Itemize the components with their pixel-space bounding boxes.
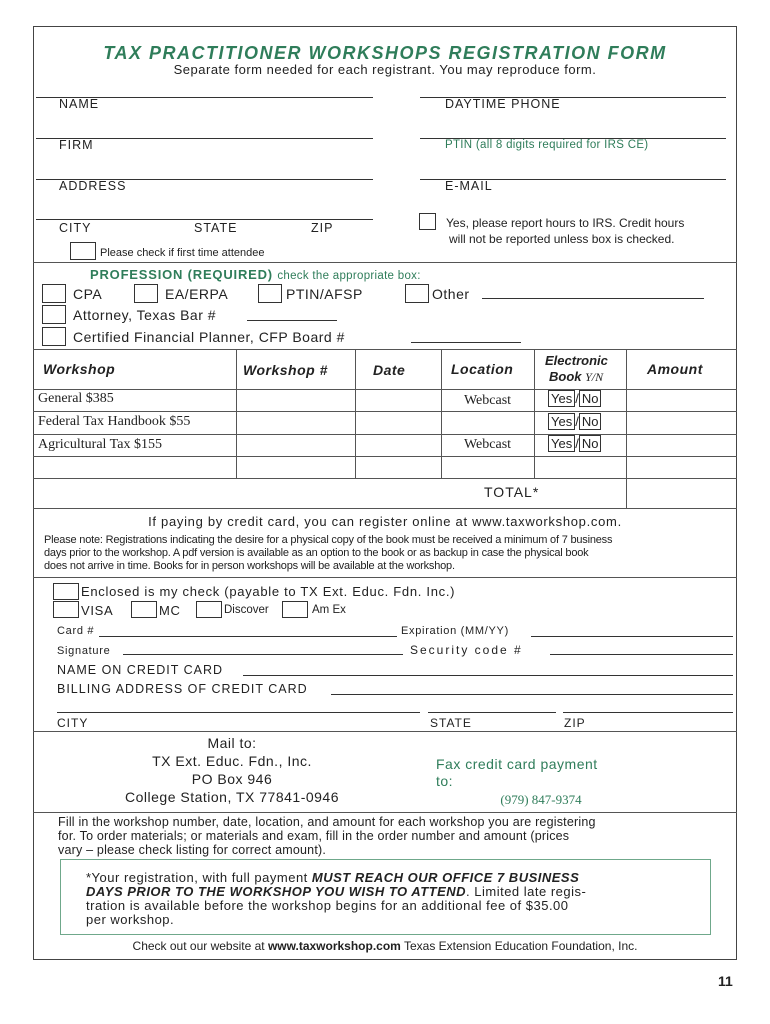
billing-state-label: STATE bbox=[430, 716, 472, 730]
header-book-label: Book bbox=[549, 369, 582, 384]
divider bbox=[33, 262, 737, 263]
ptin-afsp-checkbox[interactable] bbox=[258, 284, 282, 303]
check-enclosed-checkbox[interactable] bbox=[53, 583, 79, 600]
table-col-line bbox=[236, 349, 237, 478]
website-link[interactable]: www.taxworkshop.com bbox=[267, 939, 401, 953]
table-row-line bbox=[33, 456, 737, 457]
header-workshop-number: Workshop # bbox=[243, 362, 328, 378]
deadline-text: *Your registration, with full payment bbox=[86, 870, 312, 885]
table-col-line bbox=[441, 349, 442, 478]
row-ebook-yn[interactable]: Yes / No bbox=[548, 435, 601, 452]
other-label: Other bbox=[432, 286, 470, 302]
no-option[interactable]: No bbox=[579, 390, 602, 407]
deadline-line-1 bbox=[86, 870, 579, 885]
cfp-line[interactable] bbox=[411, 342, 521, 343]
yes-option[interactable]: Yes bbox=[548, 435, 575, 452]
profession-hint: check the appropriate box: bbox=[277, 270, 421, 282]
amex-label: Am Ex bbox=[312, 604, 346, 616]
name-label: NAME bbox=[59, 97, 100, 111]
billing-state-line[interactable] bbox=[428, 712, 556, 713]
attorney-checkbox[interactable] bbox=[42, 305, 66, 324]
cfp-label: Certified Financial Planner, CFP Board # bbox=[73, 329, 345, 345]
address-label: ADDRESS bbox=[59, 179, 127, 193]
fax-label-1: Fax credit card payment bbox=[436, 756, 598, 772]
header-book bbox=[549, 369, 603, 385]
irs-report-text-2: will not be reported unless box is checked. bbox=[449, 232, 675, 246]
mail-city: College Station, TX 77841-0946 bbox=[125, 789, 339, 805]
billing-zip-line[interactable] bbox=[563, 712, 733, 713]
row-workshop: Agricultural Tax $155 bbox=[38, 437, 162, 452]
table-bottom bbox=[33, 508, 737, 509]
email-label: E-MAIL bbox=[445, 179, 493, 193]
security-code-line[interactable] bbox=[550, 654, 733, 655]
fax-label-2: to: bbox=[436, 773, 454, 789]
instructions-2: for. To order materials; or materials and exam, fill in the order number and amount (prices bbox=[58, 829, 570, 843]
signature-label: Signature bbox=[57, 645, 111, 657]
attorney-line[interactable] bbox=[247, 320, 337, 321]
header-date: Date bbox=[373, 362, 406, 378]
page-number: 11 bbox=[718, 973, 733, 989]
form-title: TAX PRACTITIONER WORKSHOPS REGISTRATION FORM bbox=[103, 43, 667, 63]
mc-label: MC bbox=[159, 603, 181, 618]
form-subtitle: Separate form needed for each registrant. You may reproduce form. bbox=[173, 62, 597, 77]
deadline-line-3: tration is available before the workshop begins for an additional fee of $35.00 bbox=[86, 898, 569, 913]
signature-line[interactable] bbox=[123, 654, 403, 655]
cpa-checkbox[interactable] bbox=[42, 284, 66, 303]
mail-to-label: Mail to: bbox=[207, 735, 257, 751]
billing-address-line[interactable] bbox=[331, 694, 733, 695]
table-col-line bbox=[626, 349, 627, 508]
table-col-line bbox=[355, 349, 356, 478]
irs-report-text-1: Yes, please report hours to IRS. Credit hours bbox=[446, 216, 685, 230]
row-location: Webcast bbox=[463, 393, 512, 408]
discover-label: Discover bbox=[224, 604, 269, 616]
discover-checkbox[interactable] bbox=[196, 601, 222, 618]
profession-heading bbox=[90, 267, 421, 282]
security-code-label: Security code # bbox=[410, 643, 523, 657]
row-workshop: General $385 bbox=[38, 391, 114, 406]
book-note-1: Please note: Registrations indicating the desire for a physical copy of the book must be received a minimum of 7 business bbox=[44, 534, 613, 546]
total-label: TOTAL* bbox=[484, 484, 540, 500]
divider bbox=[33, 731, 737, 732]
ea-label: EA/ERPA bbox=[165, 286, 229, 302]
city-label: CITY bbox=[59, 221, 92, 235]
billing-address-label: BILLING ADDRESS OF CREDIT CARD bbox=[57, 682, 308, 696]
divider bbox=[33, 812, 737, 813]
row-location: Webcast bbox=[463, 437, 512, 452]
footer-suffix: Texas Extension Education Foundation, Inc. bbox=[400, 939, 638, 953]
book-note-2: days prior to the workshop. A pdf version is available as an option to the book or as backup in case the physical book bbox=[44, 547, 589, 559]
table-row-line bbox=[33, 478, 737, 479]
attorney-label: Attorney, Texas Bar # bbox=[73, 307, 217, 323]
header-electronic: Electronic bbox=[545, 353, 608, 368]
header-location: Location bbox=[451, 361, 514, 377]
table-row-line bbox=[33, 434, 737, 435]
billing-zip-label: ZIP bbox=[564, 716, 586, 730]
deadline-emphasis: MUST REACH OUR OFFICE 7 BUSINESS bbox=[311, 870, 580, 885]
table-row-line bbox=[33, 411, 737, 412]
billing-city-line[interactable] bbox=[57, 712, 420, 713]
first-time-label: Please check if first time attendee bbox=[100, 247, 265, 259]
check-enclosed-label: Enclosed is my check (payable to TX Ext. Educ. Fdn. Inc.) bbox=[81, 584, 456, 599]
yes-option[interactable]: Yes bbox=[548, 413, 575, 430]
divider bbox=[33, 577, 737, 578]
row-ebook-yn[interactable]: Yes / No bbox=[548, 390, 601, 407]
city-state-zip-line[interactable] bbox=[36, 219, 373, 220]
cfp-checkbox[interactable] bbox=[42, 327, 66, 346]
table-col-line bbox=[534, 349, 535, 478]
name-on-card-line[interactable] bbox=[243, 675, 733, 676]
expiration-label: Expiration (MM/YY) bbox=[401, 625, 509, 637]
card-number-label: Card # bbox=[57, 625, 95, 637]
fax-number: (979) 847-9374 bbox=[500, 792, 582, 807]
state-label: STATE bbox=[194, 221, 238, 235]
irs-report-checkbox[interactable] bbox=[419, 213, 436, 230]
deadline-text: . Limited late regis- bbox=[466, 884, 587, 899]
name-on-card-label: NAME ON CREDIT CARD bbox=[57, 663, 224, 677]
other-line[interactable] bbox=[482, 298, 704, 299]
online-registration-text: If paying by credit card, you can register online at www.taxworkshop.com. bbox=[148, 514, 622, 529]
visa-label: VISA bbox=[81, 603, 114, 618]
deadline-line-2 bbox=[86, 884, 586, 899]
firm-label: FIRM bbox=[59, 138, 94, 152]
amex-checkbox[interactable] bbox=[282, 601, 308, 618]
billing-city-label: CITY bbox=[57, 716, 89, 730]
instructions-1: Fill in the workshop number, date, location, and amount for each workshop you are registering bbox=[58, 815, 596, 829]
no-option[interactable]: No bbox=[579, 435, 602, 452]
mc-checkbox[interactable] bbox=[131, 601, 157, 618]
deadline-emphasis: DAYS PRIOR TO THE WORKSHOP YOU WISH TO ATTEND bbox=[86, 884, 467, 899]
book-note-3: does not arrive in time. Books for in person workshops will be available at the workshop. bbox=[44, 560, 455, 572]
header-workshop: Workshop bbox=[43, 361, 116, 377]
ptin-afsp-label: PTIN/AFSP bbox=[286, 286, 363, 302]
deadline-line-4: per workshop. bbox=[86, 912, 175, 927]
card-number-line[interactable] bbox=[99, 636, 397, 637]
mail-org: TX Ext. Educ. Fdn., Inc. bbox=[152, 753, 312, 769]
profession-required: PROFESSION (REQUIRED) bbox=[90, 267, 273, 282]
zip-label: ZIP bbox=[311, 221, 334, 235]
footer bbox=[33, 939, 737, 953]
header-yn: Y/N bbox=[585, 370, 604, 384]
no-option[interactable]: No bbox=[579, 413, 602, 430]
instructions-3: vary – please check listing for correct amount). bbox=[58, 843, 327, 857]
cpa-label: CPA bbox=[73, 286, 103, 302]
visa-checkbox[interactable] bbox=[53, 601, 79, 618]
row-workshop: Federal Tax Handbook $55 bbox=[38, 414, 191, 429]
table-top bbox=[33, 349, 737, 350]
other-checkbox[interactable] bbox=[405, 284, 429, 303]
yes-option[interactable]: Yes bbox=[548, 390, 575, 407]
header-amount: Amount bbox=[647, 361, 703, 377]
first-time-checkbox[interactable] bbox=[70, 242, 96, 260]
ptin-label: PTIN (all 8 digits required for IRS CE) bbox=[445, 139, 649, 151]
table-header-bottom bbox=[33, 389, 737, 390]
ea-checkbox[interactable] bbox=[134, 284, 158, 303]
footer-prefix: Check out our website at bbox=[132, 939, 268, 953]
row-ebook-yn[interactable]: Yes / No bbox=[548, 413, 601, 430]
mail-box: PO Box 946 bbox=[191, 771, 273, 787]
phone-label: DAYTIME PHONE bbox=[445, 97, 561, 111]
expiration-line[interactable] bbox=[531, 636, 733, 637]
